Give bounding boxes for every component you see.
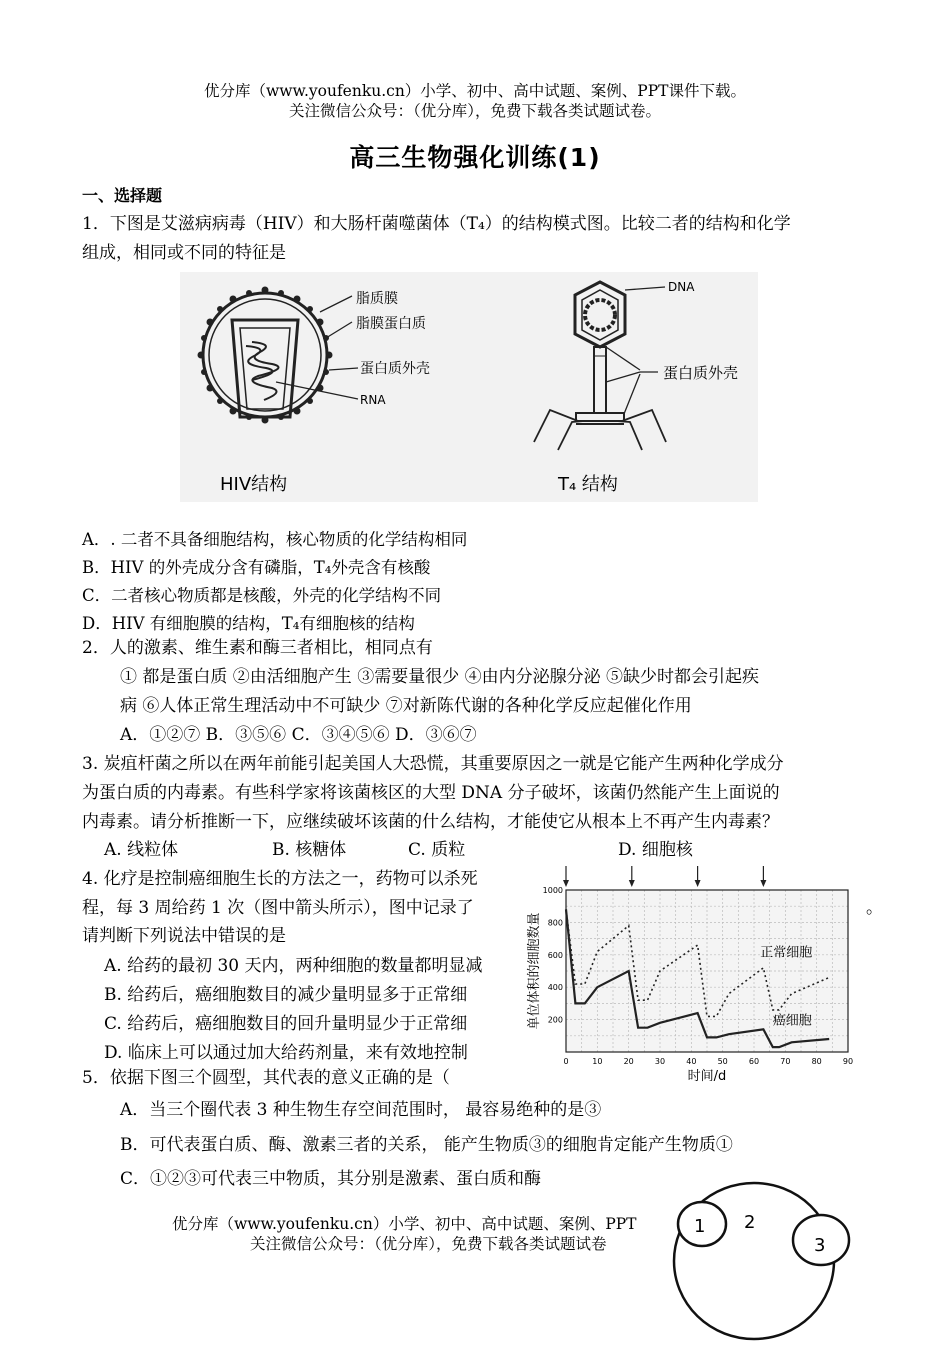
t4-label-protein-shell: 蛋白质外壳 <box>663 364 739 382</box>
q2-choices: A．①②⑦ B．③⑤⑥ C．③④⑤⑥ D．③⑥⑦ <box>120 725 477 745</box>
chart-y-tick-label: 1000 <box>542 886 563 895</box>
chart-y-tick-label: 200 <box>547 1015 563 1025</box>
q3-line-1: 3. 炭疽杆菌之所以在两年前能引起美国人大恐慌，其重要原因之一就是它能产生两种化学成分 <box>82 754 784 774</box>
q1-option-d: D．HIV 有细胞膜的结构，T₄有细胞核的结构 <box>82 614 415 633</box>
q4-option-b: B. 给药后，癌细胞数目的减少量明显多于正常细 <box>104 985 468 1005</box>
hiv-label-membrane-protein: 脂膜蛋白质 <box>356 316 426 332</box>
chart-dose-arrowhead <box>563 880 569 887</box>
footer-line-1: 优分库（www.youfenku.cn）小学、初中、高中试题、案例、PPT <box>172 1215 637 1233</box>
t4-diagram <box>534 280 738 495</box>
header-line-1: 优分库（www.youfenku.cn）小学、初中、高中试题、案例、PPT课件下载。 <box>203 82 747 100</box>
circle-label-2: 2 <box>744 1212 756 1233</box>
q4-option-d: D. 临床上可以通过加大给药剂量，来有效地控制 <box>104 1043 468 1063</box>
section-heading: 一、选择题 <box>82 186 163 205</box>
page-title: 高三生物强化训练(1) <box>349 143 601 172</box>
chart-x-tick-label: 80 <box>811 1057 822 1066</box>
q3-line-2: 为蛋白质的内毒素。有些科学家将该菌核区的大型 DNA 分子破坏，该菌仍然能产生上面说的 <box>82 783 780 803</box>
t4-caption: T₄ 结构 <box>558 474 618 495</box>
q1-stem-line-1: 1．下图是艾滋病病毒（HIV）和大肠杆菌噬菌体（T₄）的结构模式图。比较二者的结构和化学 <box>82 214 791 234</box>
chart-x-axis-label: 时间/d <box>687 1069 727 1084</box>
footer-line-2: 关注微信公众号：（优分库），免费下载各类试题试卷 <box>250 1235 607 1253</box>
q4-line-2-tail: 。 <box>866 898 883 918</box>
chart-y-axis-label: 单位体积的细胞数量 <box>527 912 542 1030</box>
chemo-chart-panel <box>508 862 860 1088</box>
chemo-chart <box>508 862 860 1088</box>
q4-option-c: C. 给药后，癌细胞数目的回升量明显少于正常细 <box>104 1014 468 1034</box>
circle-label-3: 3 <box>814 1235 826 1256</box>
q3-choice-d: D. 细胞核 <box>618 840 693 860</box>
chart-x-tick-label: 0 <box>563 1057 569 1066</box>
q3-line-3: 内毒素。请分析推断一下，应继续破坏该菌的什么结构，才能使它从根本上不再产生内毒素？ <box>82 812 779 832</box>
chart-dose-arrowhead <box>695 880 701 887</box>
q4-option-a: A. 给药的最初 30 天内，两种细胞的数量都明显减 <box>104 956 483 976</box>
chart-legend-cancer-cells: 癌细胞 <box>772 1013 812 1029</box>
q4-line-1: 4. 化疗是控制癌细胞生长的方法之一，药物可以杀死 <box>82 869 478 889</box>
t4-label-dna: DNA <box>668 280 695 294</box>
q1-stem-line-2: 组成，相同或不同的特征是 <box>82 243 286 263</box>
q1-option-c: C．二者核心物质都是核酸，外壳的化学结构不同 <box>82 586 442 605</box>
chart-y-tick-label: 800 <box>547 918 563 928</box>
q5-stem: 5．依据下图三个圆型，其代表的意义正确的是（ <box>82 1068 450 1088</box>
chart-dose-arrowhead <box>629 880 635 887</box>
circle-label-1: 1 <box>694 1216 706 1237</box>
q3-choice-b: B. 核糖体 <box>272 840 347 860</box>
q1-option-a: A．. 二者不具备细胞结构，核心物质的化学结构相同 <box>82 530 468 549</box>
hiv-caption: HIV结构 <box>220 474 288 495</box>
chart-x-tick-label: 10 <box>592 1057 603 1066</box>
chart-x-tick-label: 30 <box>654 1057 666 1066</box>
q5-option-c: C．①②③可代表三中物质，其分别是激素、蛋白质和酶 <box>120 1169 542 1189</box>
virus-structure-drawing <box>180 272 758 502</box>
q5-option-b: B．可代表蛋白质、酶、激素三者的关系， 能产生物质③的细胞肯定能产生物质① <box>120 1135 733 1155</box>
q3-choice-c: C. 质粒 <box>408 840 466 860</box>
chart-legend-normal-cells: 正常细胞 <box>760 945 813 961</box>
q1-option-b: B．HIV 的外壳成分含有磷脂，T₄外壳含有核酸 <box>82 558 431 577</box>
chart-x-tick-label: 60 <box>748 1057 760 1066</box>
circles-drawing <box>672 1175 860 1342</box>
chart-x-tick-label: 20 <box>623 1057 634 1066</box>
chart-dose-arrowhead <box>760 880 766 887</box>
q4-line-3: 请判断下列说法中错误的是 <box>82 926 286 946</box>
q4-line-2: 程，每 3 周给药 1 次（图中箭头所示），图中记录了 <box>82 898 474 918</box>
q2-stem: 2．人的激素、维生素和酶三者相比，相同点有 <box>82 638 433 658</box>
chart-x-tick-label: 50 <box>717 1057 728 1066</box>
q3-choice-a: A. 线粒体 <box>104 840 179 860</box>
chart-y-tick-label: 400 <box>547 983 563 993</box>
chart-x-tick-label: 40 <box>686 1057 697 1066</box>
chart-x-tick-label: 90 <box>842 1057 854 1066</box>
chart-y-tick-label: 600 <box>547 950 563 960</box>
hiv-diagram <box>198 287 431 496</box>
q2-items-line-1: ① 都是蛋白质 ②由活细胞产生 ③需要量很少 ④由内分泌腺分泌 ⑤缺少时都会引起疾 <box>120 667 760 687</box>
header-line-2: 关注微信公众号：（优分库），免费下载各类试题试卷。 <box>288 102 661 120</box>
q2-items-line-2: 病 ⑥人体正常生理活动中不可缺少 ⑦对新陈代谢的各种化学反应起催化作用 <box>120 696 692 716</box>
q5-option-a: A．当三个圈代表 3 种生物生存空间范围时， 最容易绝种的是③ <box>120 1100 602 1120</box>
circles-diagram <box>672 1175 860 1342</box>
chart-x-tick-label: 70 <box>780 1057 791 1066</box>
hiv-label-protein-shell: 蛋白质外壳 <box>360 361 430 377</box>
virus-structure-figure <box>180 272 758 502</box>
hiv-label-lipid-membrane: 脂质膜 <box>356 291 398 307</box>
hiv-label-rna: RNA <box>360 393 386 407</box>
